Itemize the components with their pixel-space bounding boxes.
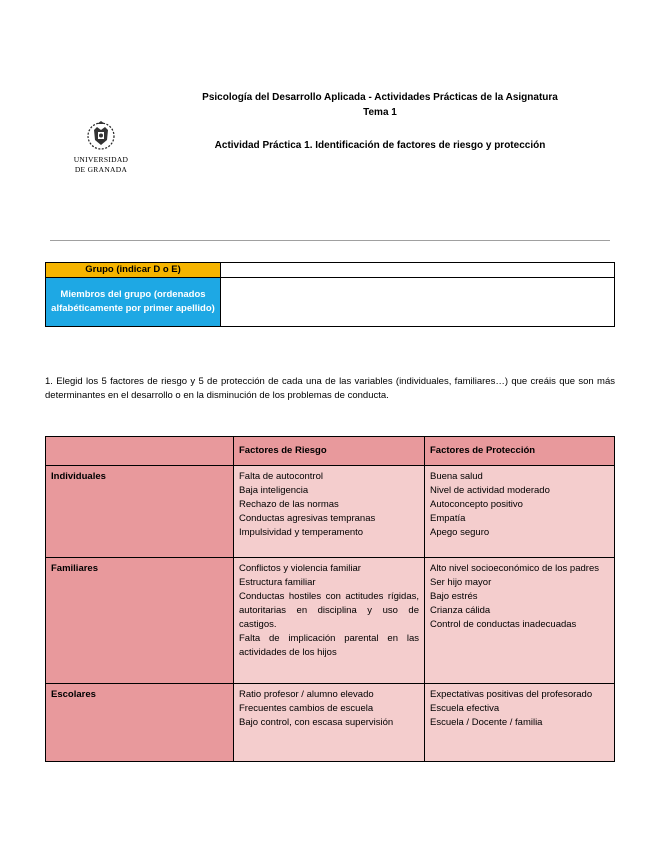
university-name-line2: DE GRANADA <box>74 165 128 174</box>
table-header-row <box>46 437 615 466</box>
list-item: Autoconcepto positivo <box>430 499 523 510</box>
university-name-line1: UNIVERSIDAD <box>73 155 129 164</box>
members-label: Miembros del grupo (ordenados alfabéticamente por primer apellido) <box>46 278 221 327</box>
question-text: 1. Elegid los 5 factores de riesgo y 5 de protección de cada una de las variables (individuales, familiares…) que creáis que son más determinantes en el desarrollo o en la disminución de los problemas de conducta. <box>45 376 615 401</box>
header-risk: Factores de Riesgo <box>234 437 425 466</box>
header-empty <box>46 437 234 466</box>
list-item: Falta de autocontrol <box>239 471 323 482</box>
list-item: Apego seguro <box>430 527 490 538</box>
list-item: Buena salud <box>430 471 483 482</box>
header-protection: Factores de Protección <box>425 437 615 466</box>
protection-cell <box>425 466 615 558</box>
list-item: Frecuentes cambios de escuela <box>239 703 374 714</box>
row-label-individuales: Individuales <box>46 466 234 558</box>
protection-cell <box>425 558 615 684</box>
list-item: Ratio profesor / alumno elevado <box>239 689 374 700</box>
list-item: Bajo control, con escasa supervisión <box>239 717 394 728</box>
risk-cell <box>234 558 425 684</box>
list-item: Conductas agresivas tempranas <box>239 513 376 524</box>
list-item: Escuela / Docente / familia <box>430 717 543 728</box>
table-row <box>46 684 615 762</box>
risk-cell <box>234 684 425 762</box>
list-item: Estructura familiar <box>239 577 316 588</box>
table-row <box>46 466 615 558</box>
list-item: Falta de implicación parental en las actividades de los hijos <box>239 633 419 658</box>
list-item: Control de conductas inadecuadas <box>430 619 577 630</box>
members-row <box>46 278 615 327</box>
row-label-familiares: Familiares <box>46 558 234 684</box>
list-item: Alto nivel socioeconómico de los padres <box>430 563 599 574</box>
list-item: Rechazo de las normas <box>239 499 339 510</box>
activity-title: Actividad Práctica 1. Identificación de factores de riesgo y protección <box>214 140 546 151</box>
members-value-field[interactable] <box>221 278 615 327</box>
factors-table <box>45 436 615 762</box>
topic-title: Tema 1 <box>363 107 397 118</box>
row-label-escolares: Escolares <box>46 684 234 762</box>
table-row <box>46 558 615 684</box>
list-item: Conflictos y violencia familiar <box>239 563 361 574</box>
list-item: Empatía <box>430 513 466 524</box>
group-label: Grupo (indicar D o E) <box>46 263 221 278</box>
university-logo <box>66 118 136 174</box>
list-item: Nivel de actividad moderado <box>430 485 550 496</box>
list-item: Impulsividad y temperamento <box>239 527 364 538</box>
protection-cell <box>425 684 615 762</box>
university-crest-icon <box>83 118 119 154</box>
list-item: Expectativas positivas del profesorado <box>430 689 593 700</box>
list-item: Escuela efectiva <box>430 703 500 714</box>
list-item: Baja inteligencia <box>239 485 309 496</box>
course-title: Psicología del Desarrollo Aplicada - Actividades Prácticas de la Asignatura <box>202 92 558 103</box>
group-form-table <box>45 262 615 327</box>
group-value-field[interactable] <box>221 263 615 278</box>
list-item: Conductas hostiles con actitudes rígidas, autoritarias en disciplina y uso de castigos. <box>239 591 419 630</box>
header-divider <box>50 240 610 241</box>
group-row <box>46 263 615 278</box>
risk-cell <box>234 466 425 558</box>
list-item: Ser hijo mayor <box>430 577 492 588</box>
list-item: Bajo estrés <box>430 591 478 602</box>
list-item: Crianza cálida <box>430 605 491 616</box>
